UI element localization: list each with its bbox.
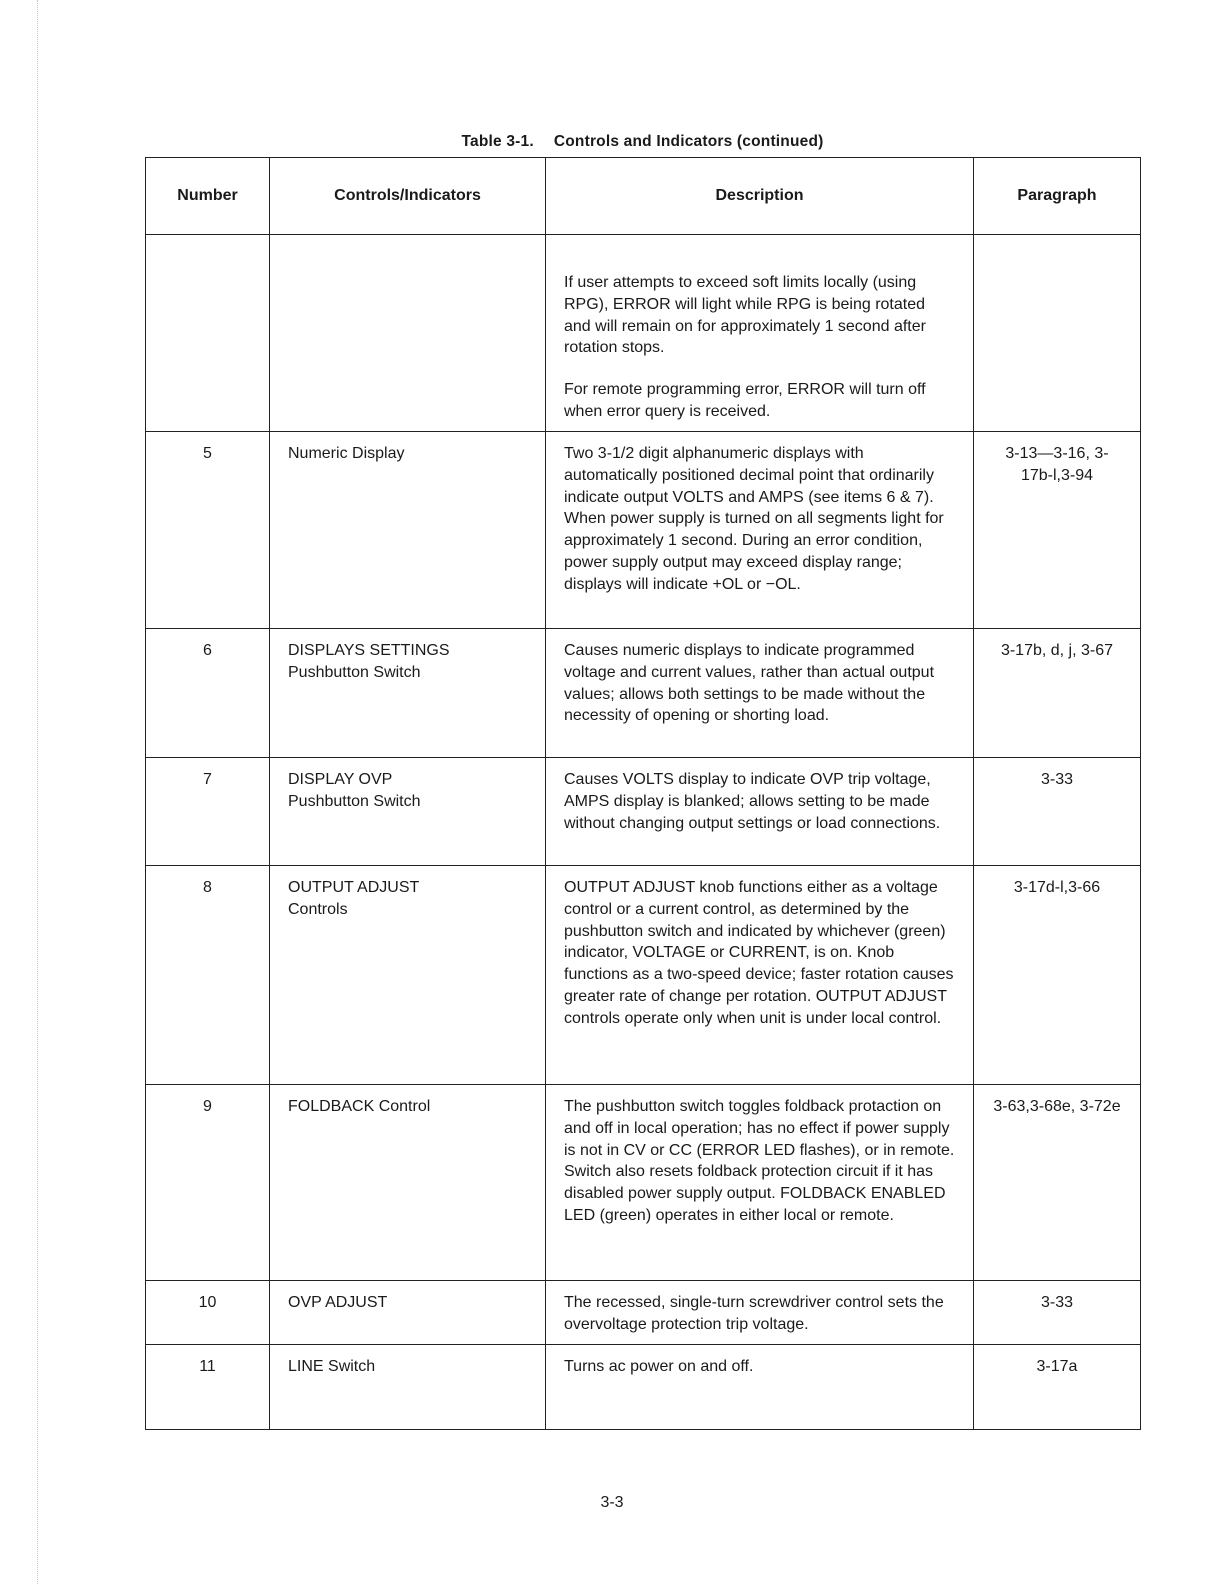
row-paragraph: 3-17d-l,3-66 [974, 866, 1141, 1085]
control-type: Pushbutton Switch [288, 663, 421, 681]
description-text: For remote programming error, ERROR will turn off when error query is received. [564, 381, 926, 420]
row-description [546, 432, 974, 629]
table-row [146, 432, 1141, 629]
table-number: Table 3-1. [461, 133, 534, 150]
description-text: Two 3-1/2 digit alphanumeric displays with automatically positioned decimal point that ordinarily indicate output VOLTS and AMPS (see items 6 & 7). When power supply is turned on all segments light for approximately 1 second. During an error condition, power supply output may exceed display range; displays will indicate +OL or −OL. [564, 445, 944, 593]
page-margin-rule [37, 0, 39, 1584]
header-row [146, 158, 1141, 235]
description-text: OUTPUT ADJUST knob functions either as a voltage control or a current control, as determined by the pushbutton switch and indicated by whichever (green) indicator, VOLTAGE or CURRENT, is on. Knob functions as a two-speed device; faster rotation causes greater rate of change per rotation. OUTPUT ADJUST controls operate only when unit is under local control. [564, 879, 954, 1027]
description-text: The pushbutton switch toggles foldback protaction on and off in local operation; has no effect if power supply is not in CV or CC (ERROR LED flashes), or in remote. Switch also resets foldback protection circuit if it has disabled power supply output. FOLDBACK ENABLED LED (green) operates in either local or remote. [564, 1098, 955, 1224]
row-description [546, 1085, 974, 1281]
description-text: Turns ac power on and off. [564, 1358, 754, 1375]
control-name: Numeric Display [288, 445, 405, 462]
header-description: Description [546, 158, 974, 235]
control-name: DISPLAY OVP [288, 771, 393, 788]
header-controls: Controls/Indicators [270, 158, 546, 235]
table-row [146, 629, 1141, 758]
control-type: Pushbutton Switch [288, 792, 421, 810]
row-paragraph: 3-17a [974, 1345, 1141, 1430]
row-number: 9 [146, 1085, 270, 1281]
row-number: 8 [146, 866, 270, 1085]
row-number: 10 [146, 1281, 270, 1345]
control-name: DISPLAYS SETTINGS [288, 642, 450, 659]
row-paragraph: 3-33 [974, 758, 1141, 866]
control-name: FOLDBACK Control [288, 1098, 431, 1115]
row-control [270, 758, 546, 866]
row-paragraph [974, 235, 1141, 432]
row-paragraph: 3-33 [974, 1281, 1141, 1345]
header-number: Number [146, 158, 270, 235]
row-number: 7 [146, 758, 270, 866]
row-control [270, 235, 546, 432]
table-row [146, 866, 1141, 1085]
row-number: 11 [146, 1345, 270, 1430]
table-row [146, 1345, 1141, 1430]
row-control [270, 1281, 546, 1345]
controls-indicators-table [145, 157, 1141, 1430]
row-number: 6 [146, 629, 270, 758]
row-paragraph: 3-13—3-16, 3-17b-l,3-94 [974, 432, 1141, 629]
row-paragraph: 3-17b, d, j, 3-67 [974, 629, 1141, 758]
row-description [546, 866, 974, 1085]
row-description [546, 1345, 974, 1430]
description-text: Causes numeric displays to indicate programmed voltage and current values, rather than actual output values; allows both settings to be made without the necessity of opening or shorting load. [564, 642, 935, 725]
row-number: 5 [146, 432, 270, 629]
description-text: The recessed, single-turn screwdriver control sets the overvoltage protection trip voltage. [564, 1294, 944, 1333]
row-description [546, 235, 974, 432]
description-text: If user attempts to exceed soft limits locally (using RPG), ERROR will light while RPG is being rotated and will remain on for approximately 1 second after rotation stops. [564, 274, 926, 357]
table-title: Controls and Indicators (continued) [553, 133, 824, 150]
row-control [270, 629, 546, 758]
table-row [146, 758, 1141, 866]
row-control [270, 866, 546, 1085]
row-description [546, 1281, 974, 1345]
row-paragraph: 3-63,3-68e, 3-72e [974, 1085, 1141, 1281]
row-number [146, 235, 270, 432]
table-row [146, 1085, 1141, 1281]
row-control [270, 1085, 546, 1281]
control-name: OUTPUT ADJUST [288, 879, 420, 896]
page-number: 3-3 [600, 1494, 624, 1511]
control-type: Controls [288, 900, 348, 918]
description-text: Causes VOLTS display to indicate OVP trip voltage, AMPS display is blanked; allows setting to be made without changing output settings or load connections. [564, 771, 941, 832]
row-description [546, 629, 974, 758]
table-row [146, 1281, 1141, 1345]
row-control [270, 1345, 546, 1430]
control-name: LINE Switch [288, 1358, 376, 1375]
row-description [546, 758, 974, 866]
control-name: OVP ADJUST [288, 1294, 388, 1311]
table-caption [145, 133, 1140, 151]
table-row [146, 235, 1141, 432]
row-control [270, 432, 546, 629]
header-paragraph: Paragraph [974, 158, 1141, 235]
